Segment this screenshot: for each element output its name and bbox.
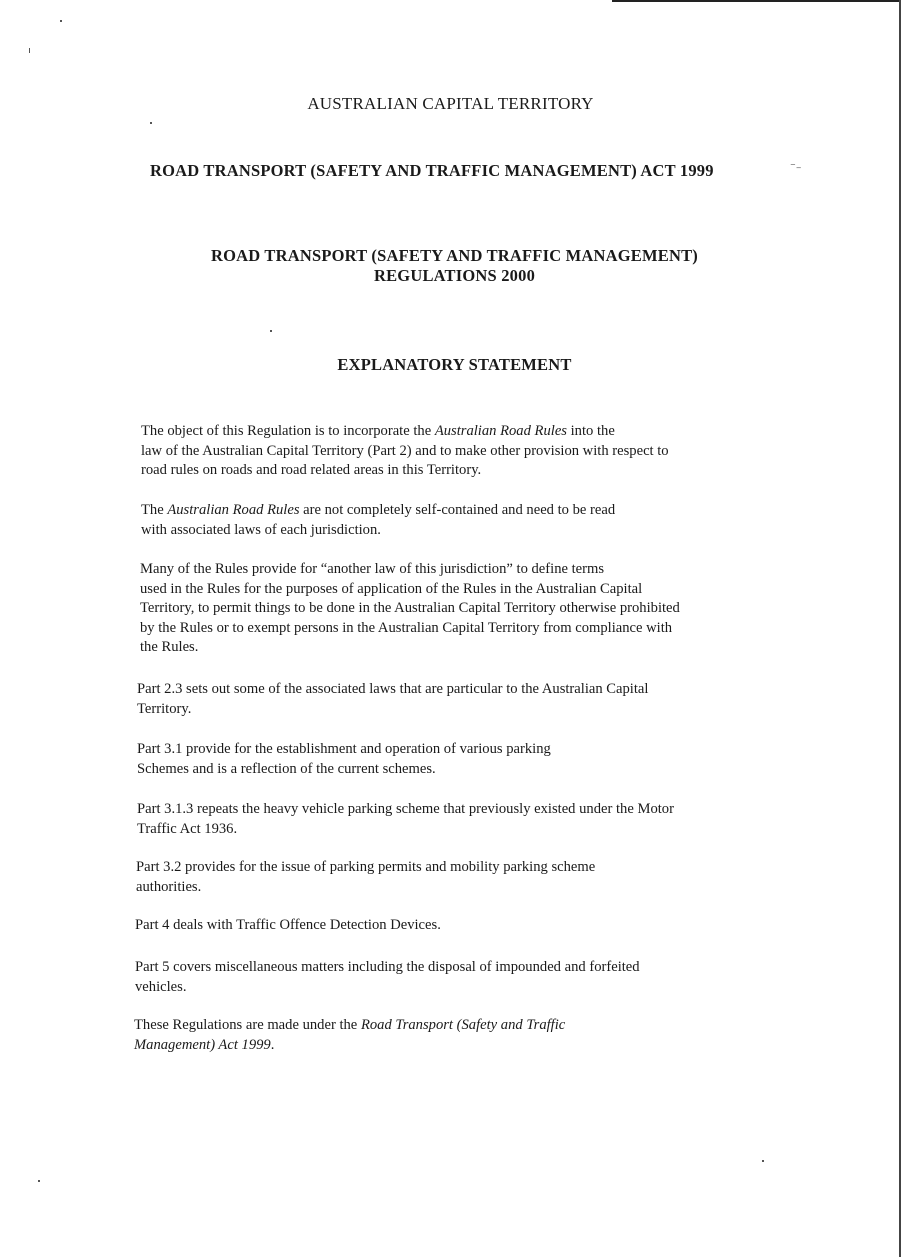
text-line: road rules on roads and road related areas in this Territory. [141,462,482,478]
text-line: Part 5 covers miscellaneous matters including the disposal of impounded and forfeited [135,959,640,975]
text-line [134,1036,774,1056]
text-line: law of the Australian Capital Territory (Part 2) and to make other provision with respect to [141,442,669,459]
paragraph-object [141,422,781,481]
paragraph-part-2-3 [137,680,777,719]
text-run: The object of this Regulation is to incorporate the [141,423,435,439]
regulations-title-line-2: REGULATIONS 2000 [373,266,536,285]
text-line: Territory, to permit things to be done in the Australian Capital Territory otherwise prohibited [140,600,680,616]
text-line: vehicles. [135,978,187,995]
text-run: . [270,1036,275,1053]
text-line: Part 3.1.3 repeats the heavy vehicle parking scheme that previously existed under the Motor [137,801,674,817]
scan-speck [762,1160,764,1162]
text-line: Part 4 deals with Traffic Offence Detection Devices. [135,917,441,933]
scan-speck [38,1180,40,1182]
scan-speck [29,48,30,53]
text-line [134,1016,774,1036]
text-run: are not completely self-contained and need to be read [299,502,616,518]
text-line: Territory. [137,700,192,717]
regulations-title [4,246,901,286]
regulations-title-line-1: ROAD TRANSPORT (SAFETY AND TRAFFIC MANAGEMENT) [211,246,698,265]
scan-mark-icon: ⁻₋ [790,161,802,173]
statement-title: EXPLANATORY STATEMENT [337,355,572,374]
text-run: into the [566,423,615,439]
paragraph-made-under [134,1016,774,1055]
territory-heading: AUSTRALIAN CAPITAL TERRITORY [307,94,594,113]
text-run: The [141,502,168,518]
paragraph-part-4 [135,916,775,936]
text-line: authorities. [136,878,202,895]
top-scan-rule [612,0,901,2]
act-citation: Management) Act 1999 [134,1036,271,1053]
text-line [141,501,781,521]
paragraph-self-contained [141,501,781,540]
scan-speck [150,122,152,124]
act-citation: Road Transport (Safety and Traffic [360,1017,566,1033]
text-line: Part 3.2 provides for the issue of parking permits and mobility parking scheme [136,859,596,875]
paragraph-part-3-1-3 [137,800,777,839]
rules-title: Australian Road Rules [434,423,567,439]
text-line: Many of the Rules provide for “another law of this jurisdiction” to define terms [140,561,605,577]
scan-speck [270,330,272,332]
text-line: Traffic Act 1936. [137,820,238,837]
text-line: Schemes and is a reflection of the current schemes. [137,760,436,777]
paragraph-part-3-2 [136,858,776,897]
text-line: Part 2.3 sets out some of the associated laws that are particular to the Australian Capital [137,681,649,697]
text-line: by the Rules or to exempt persons in the Australian Capital Territory from compliance with [140,619,673,636]
paragraph-part-5 [135,958,775,997]
text-line: the Rules. [140,639,199,655]
paragraph-another-law [140,560,780,658]
paragraph-part-3-1 [137,740,777,779]
rules-title: Australian Road Rules [167,502,300,518]
scan-speck [60,20,62,22]
text-line: with associated laws of each jurisdiction. [141,521,381,538]
text-line [141,422,781,442]
text-line: Part 3.1 provide for the establishment and operation of various parking [137,741,551,757]
act-title: ROAD TRANSPORT (SAFETY AND TRAFFIC MANAGEMENT) ACT 1999 [150,161,714,180]
text-run: These Regulations are made under the [134,1017,361,1033]
text-line: used in the Rules for the purposes of application of the Rules in the Australian Capital [140,580,643,597]
